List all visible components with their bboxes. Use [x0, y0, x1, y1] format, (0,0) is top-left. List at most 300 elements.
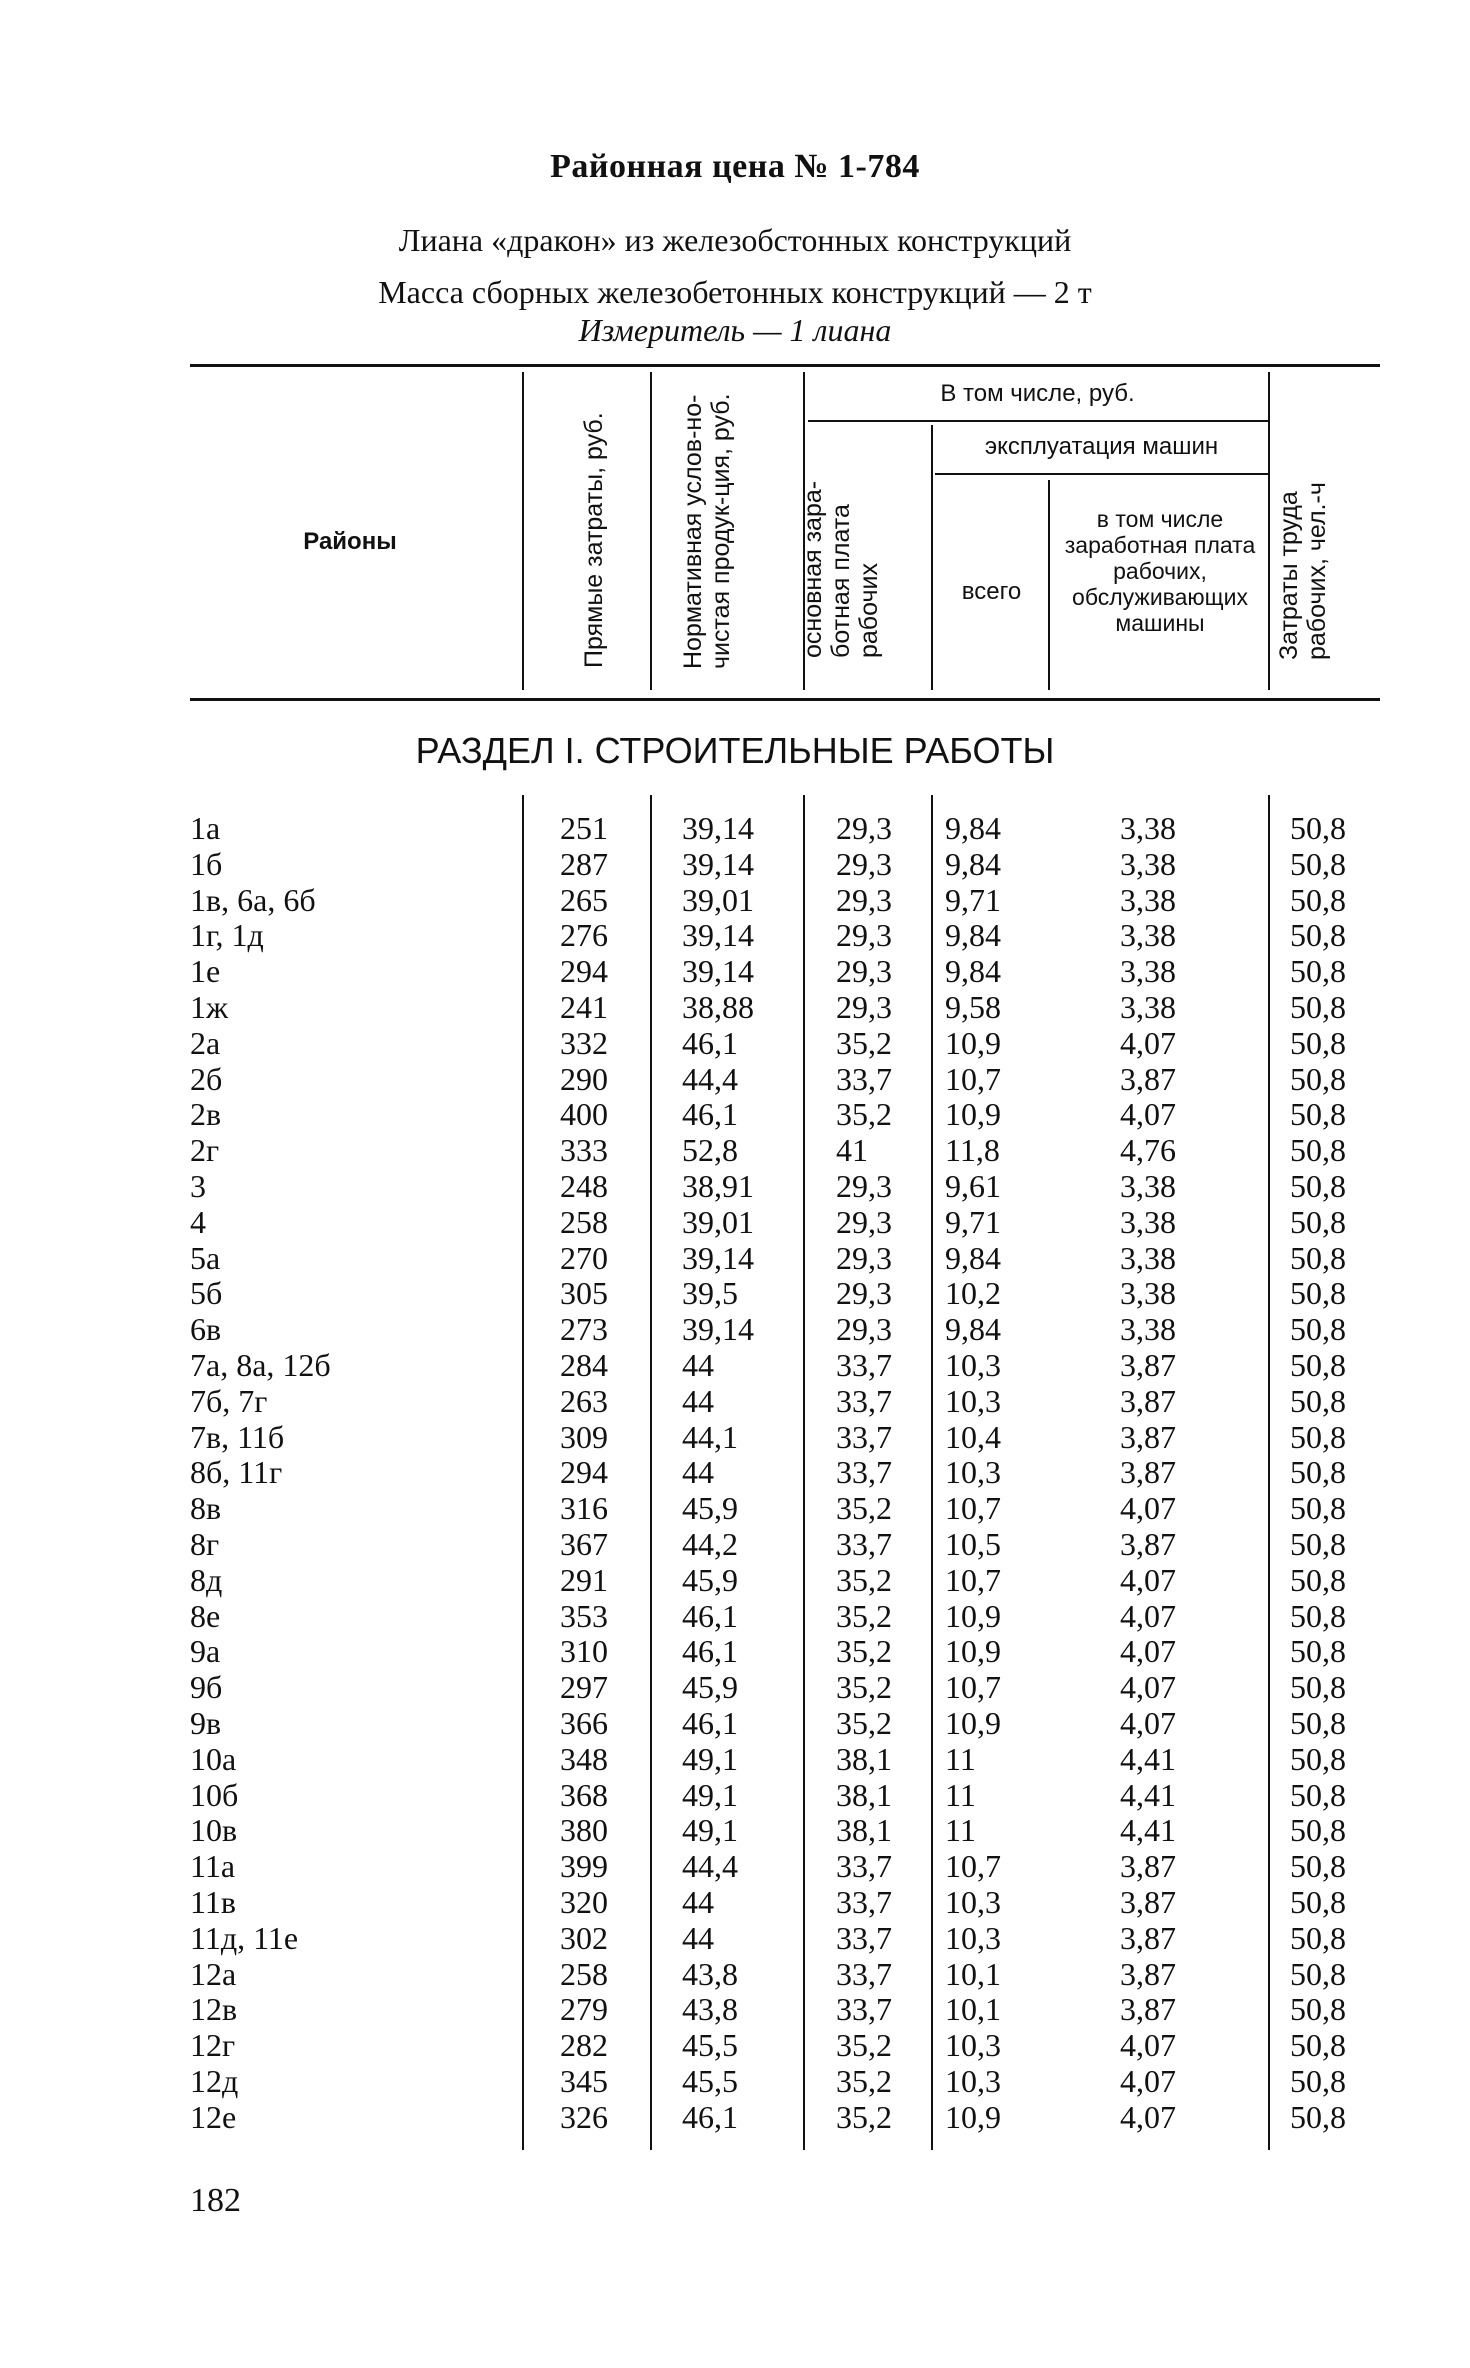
table-cell: 39,14: [682, 810, 754, 846]
table-cell: 35,2: [836, 1633, 892, 1670]
table-cell: 9,84: [945, 917, 1001, 954]
table-cell: 9,58: [945, 989, 1001, 1025]
table-row: [0, 1741, 1470, 1777]
col-header-including: В том числе, руб.: [940, 380, 1135, 407]
header-divider: [931, 425, 933, 690]
table-cell: 44,1: [682, 1418, 738, 1455]
table-cell: 50,8: [1290, 2098, 1346, 2135]
table-cell: 9,84: [945, 810, 1001, 846]
table-cell: 9а: [190, 1633, 221, 1670]
table-cell: 50,8: [1290, 1991, 1346, 2028]
subtitle-unit: Измеритель — 1 лиана: [578, 312, 892, 348]
table-cell: 276: [560, 917, 608, 954]
table-cell: 2в: [190, 1096, 222, 1133]
table-cell: 38,91: [682, 1168, 754, 1204]
col-header-machine-wage: в том числе заработная плата рабочих, обслуживающих машины: [1064, 506, 1256, 636]
table-cell: 282: [560, 2027, 608, 2064]
table-cell: 44: [682, 1919, 714, 1956]
table-row: [0, 1454, 1470, 1490]
table-cell: 45,5: [682, 2027, 738, 2064]
table-cell: 4,07: [1120, 1561, 1176, 1598]
table-cell: 12д: [190, 2063, 239, 2099]
table-cell: 39,14: [682, 1239, 754, 1276]
table-cell: 49,1: [682, 1740, 738, 1777]
table-cell: 10,3: [945, 1382, 1001, 1419]
table-cell: 8д: [190, 1561, 223, 1598]
table-cell: 33,7: [836, 1347, 892, 1383]
page-number: 182: [190, 2182, 241, 2219]
table-cell: 5б: [190, 1275, 223, 1312]
table-cell: 35,2: [836, 2098, 892, 2135]
table-cell: 50,8: [1290, 1311, 1346, 1348]
normative-text: Нормативная услов-но-чистая продук-ция, руб.: [679, 393, 735, 669]
table-row: [0, 1848, 1470, 1884]
col-header-districts: Районы: [303, 528, 397, 555]
table-cell: 353: [560, 1597, 608, 1634]
table-cell: 50,8: [1290, 1060, 1346, 1097]
table-cell: 46,1: [682, 2098, 738, 2135]
table-cell: 50,8: [1290, 1526, 1346, 1562]
table-cell: 11: [945, 1812, 976, 1849]
table-cell: 4,76: [1120, 1132, 1176, 1169]
table-cell: 50,8: [1290, 1096, 1346, 1133]
table-cell: 10,2: [945, 1275, 1001, 1312]
table-cell: 1е: [190, 953, 221, 990]
table-cell: 4,07: [1120, 2027, 1176, 2064]
table-cell: 50,8: [1290, 1275, 1346, 1312]
col-header-normative: [679, 369, 769, 669]
table-cell: 7в, 11б: [190, 1418, 285, 1455]
table-cell: 50,8: [1290, 1884, 1346, 1920]
table-cell: 1б: [190, 845, 223, 882]
table-cell: 10,9: [945, 1633, 1001, 1670]
table-cell: 50,8: [1290, 1848, 1346, 1885]
table-cell: 265: [560, 881, 608, 918]
table-row: [0, 810, 1470, 846]
table-row: [0, 953, 1470, 989]
table-cell: 3,38: [1120, 1275, 1176, 1312]
table-cell: 1в, 6а, 6б: [190, 881, 316, 918]
table-cell: 3,38: [1120, 1311, 1176, 1348]
table-cell: 50,8: [1290, 1239, 1346, 1276]
table-row: [0, 1633, 1470, 1669]
table-cell: 11а: [190, 1848, 236, 1885]
table-row: [0, 1419, 1470, 1455]
table-cell: 12а: [190, 1955, 237, 1992]
table-cell: 35,2: [836, 2063, 892, 2099]
table-cell: 35,2: [836, 2027, 892, 2064]
table-cell: 10,3: [945, 1919, 1001, 1956]
table-cell: 9в: [190, 1705, 222, 1741]
table-cell: 3,87: [1120, 1848, 1176, 1885]
table-cell: 50,8: [1290, 1418, 1346, 1455]
table-cell: 50,8: [1290, 1633, 1346, 1670]
table-cell: 33,7: [836, 1382, 892, 1419]
table-cell: 11: [945, 1740, 976, 1777]
table-cell: 35,2: [836, 1669, 892, 1706]
table-cell: 3,87: [1120, 1060, 1176, 1097]
table-row: [0, 1096, 1470, 1132]
table-cell: 279: [560, 1991, 608, 2028]
table-cell: 10,7: [945, 1490, 1001, 1527]
table-cell: 3,87: [1120, 1991, 1176, 2028]
header-divider: [650, 372, 652, 690]
table-cell: 3,38: [1120, 917, 1176, 954]
table-cell: 10в: [190, 1812, 238, 1849]
table-cell: 39,14: [682, 845, 754, 882]
table-cell: 38,88: [682, 989, 754, 1025]
table-cell: 50,8: [1290, 1203, 1346, 1240]
table-cell: 368: [560, 1776, 608, 1813]
table-row: [0, 989, 1470, 1025]
table-row: [0, 1347, 1470, 1383]
col-header-base-wage: [799, 408, 889, 658]
table-cell: 10а: [190, 1740, 237, 1777]
table-cell: 50,8: [1290, 1705, 1346, 1741]
table-cell: 9,71: [945, 881, 1001, 918]
table-cell: 50,8: [1290, 845, 1346, 882]
table-cell: 10,7: [945, 1561, 1001, 1598]
table-cell: 29,3: [836, 1168, 892, 1204]
table-cell: 345: [560, 2063, 608, 2099]
table-cell: 291: [560, 1561, 608, 1598]
table-cell: 11: [945, 1776, 976, 1813]
table-cell: 29,3: [836, 1239, 892, 1276]
table-cell: 33,7: [836, 1848, 892, 1885]
table-cell: 39,14: [682, 917, 754, 954]
header-divider: [522, 372, 524, 690]
table-cell: 12в: [190, 1991, 238, 2028]
table-cell: 50,8: [1290, 1024, 1346, 1061]
table-row: [0, 846, 1470, 882]
table-cell: 33,7: [836, 1526, 892, 1562]
table-cell: 50,8: [1290, 1347, 1346, 1383]
table-cell: 3,87: [1120, 1382, 1176, 1419]
table-row: [0, 1204, 1470, 1240]
table-row: [0, 1920, 1470, 1956]
table-cell: 10,9: [945, 1705, 1001, 1741]
subtitle-mass: Масса сборных железобетонных конструкций — 2 т: [378, 274, 1092, 310]
table-cell: 49,1: [682, 1776, 738, 1813]
table-cell: 44: [682, 1347, 714, 1383]
table-row: [0, 1132, 1470, 1168]
table-cell: 10,9: [945, 2098, 1001, 2135]
table-row: [0, 1884, 1470, 1920]
table-cell: 33,7: [836, 1060, 892, 1097]
table-cell: 7а, 8а, 12б: [190, 1347, 331, 1383]
table-cell: 9,61: [945, 1168, 1001, 1204]
table-row: [0, 1311, 1470, 1347]
table-cell: 46,1: [682, 1024, 738, 1061]
table-cell: 50,8: [1290, 1919, 1346, 1956]
table-row: [0, 1383, 1470, 1419]
table-cell: 3,38: [1120, 845, 1176, 882]
table-cell: 399: [560, 1848, 608, 1885]
table-row: [0, 1777, 1470, 1813]
table-cell: 50,8: [1290, 1597, 1346, 1634]
table-cell: 297: [560, 1669, 608, 1706]
table-cell: 45,9: [682, 1490, 738, 1527]
table-cell: 287: [560, 845, 608, 882]
table-cell: 4,07: [1120, 2098, 1176, 2135]
table-cell: 3,38: [1120, 1168, 1176, 1204]
table-row: [0, 2027, 1470, 2063]
table-cell: 45,9: [682, 1669, 738, 1706]
table-cell: 9,71: [945, 1203, 1001, 1240]
table-cell: 1а: [190, 810, 221, 846]
table-row: [0, 1991, 1470, 2027]
table-cell: 50,8: [1290, 1812, 1346, 1849]
labor-text: Затраты труда рабочих, чел.-ч: [1275, 482, 1331, 660]
table-cell: 8б, 11г: [190, 1454, 283, 1491]
table-cell: 4,07: [1120, 1597, 1176, 1634]
col-header-direct-costs: [580, 368, 640, 668]
table-cell: 33,7: [836, 1454, 892, 1491]
subtitle-name: Лиана «дракон» из железобстонных конструкций: [398, 222, 1072, 258]
base-wage-text: основная зара-ботная плата рабочих: [799, 480, 883, 658]
table-row: [0, 1240, 1470, 1276]
table-cell: 46,1: [682, 1633, 738, 1670]
table-cell: 11,8: [945, 1132, 1000, 1169]
table-cell: 241: [560, 989, 608, 1025]
table-cell: 258: [560, 1203, 608, 1240]
table-cell: 50,8: [1290, 917, 1346, 954]
table-cell: 309: [560, 1418, 608, 1455]
table-cell: 2г: [190, 1132, 220, 1169]
table-cell: 44: [682, 1382, 714, 1419]
table-cell: 3,38: [1120, 989, 1176, 1025]
table-cell: 4,07: [1120, 1669, 1176, 1706]
table-cell: 39,01: [682, 881, 754, 918]
page-title: Районная цена № 1-784: [550, 148, 920, 185]
table-cell: 3,38: [1120, 810, 1176, 846]
table-cell: 3,87: [1120, 1454, 1176, 1491]
table-cell: 44,2: [682, 1526, 738, 1562]
header-divider: [1048, 480, 1050, 690]
table-cell: 273: [560, 1311, 608, 1348]
table-cell: 7б, 7г: [190, 1382, 268, 1419]
table-cell: 45,5: [682, 2063, 738, 2099]
table-cell: 4,07: [1120, 1705, 1176, 1741]
table-row: [0, 1562, 1470, 1598]
table-cell: 290: [560, 1060, 608, 1097]
table-cell: 52,8: [682, 1132, 738, 1169]
table-cell: 8г: [190, 1526, 220, 1562]
table-cell: 248: [560, 1168, 608, 1204]
table-row: [0, 1598, 1470, 1634]
table-cell: 46,1: [682, 1096, 738, 1133]
table-cell: 41: [836, 1132, 868, 1169]
table-cell: 33,7: [836, 1418, 892, 1455]
table-cell: 50,8: [1290, 1132, 1346, 1169]
table-cell: 35,2: [836, 1597, 892, 1634]
table-cell: 380: [560, 1812, 608, 1849]
table-cell: 258: [560, 1955, 608, 1992]
table-cell: 29,3: [836, 989, 892, 1025]
table-cell: 1ж: [190, 989, 229, 1025]
table-cell: 10,3: [945, 1454, 1001, 1491]
table-cell: 44,4: [682, 1848, 738, 1885]
table-cell: 8е: [190, 1597, 221, 1634]
table-cell: 50,8: [1290, 2027, 1346, 2064]
table-cell: 3,87: [1120, 1347, 1176, 1383]
table-cell: 12е: [190, 2098, 237, 2135]
table-row: [0, 1275, 1470, 1311]
header-bottom-rule: [190, 698, 1380, 701]
table-row: [0, 1025, 1470, 1061]
table-cell: 50,8: [1290, 1955, 1346, 1992]
table-cell: 310: [560, 1633, 608, 1670]
table-cell: 33,7: [836, 1955, 892, 1992]
table-cell: 294: [560, 953, 608, 990]
table-cell: 6в: [190, 1311, 222, 1348]
header-subrule: [935, 473, 1268, 475]
direct-costs-text: Прямые затраты, руб.: [580, 412, 608, 668]
table-row: [0, 1669, 1470, 1705]
table-cell: 4: [190, 1203, 206, 1240]
table-cell: 9,84: [945, 845, 1001, 882]
table-cell: 302: [560, 1919, 608, 1956]
table-cell: 10,1: [945, 1991, 1001, 2028]
table-cell: 9,84: [945, 1311, 1001, 1348]
table-cell: 12г: [190, 2027, 236, 2064]
table-cell: 10б: [190, 1776, 239, 1813]
table-row: [0, 882, 1470, 918]
table-cell: 3,38: [1120, 953, 1176, 990]
table-cell: 3,87: [1120, 1418, 1176, 1455]
table-row: [0, 2063, 1470, 2099]
table-cell: 33,7: [836, 1884, 892, 1920]
table-cell: 29,3: [836, 810, 892, 846]
table-row: [0, 1061, 1470, 1097]
table-cell: 29,3: [836, 881, 892, 918]
table-cell: 332: [560, 1024, 608, 1061]
table-cell: 3: [190, 1168, 206, 1204]
table-cell: 10,3: [945, 2027, 1001, 2064]
table-cell: 46,1: [682, 1705, 738, 1741]
table-cell: 50,8: [1290, 1669, 1346, 1706]
table-cell: 367: [560, 1526, 608, 1562]
table-cell: 2б: [190, 1060, 223, 1097]
table-cell: 333: [560, 1132, 608, 1169]
table-cell: 3,87: [1120, 1955, 1176, 1992]
table-cell: 44,4: [682, 1060, 738, 1097]
table-cell: 38,1: [836, 1740, 892, 1777]
table-cell: 11д, 11е: [190, 1919, 299, 1956]
section-title: РАЗДЕЛ I. СТРОИТЕЛЬНЫЕ РАБОТЫ: [415, 730, 1055, 771]
table-cell: 10,5: [945, 1526, 1001, 1562]
table-cell: 50,8: [1290, 1454, 1346, 1491]
table-cell: 4,07: [1120, 1024, 1176, 1061]
table-cell: 39,14: [682, 1311, 754, 1348]
table-cell: 29,3: [836, 1203, 892, 1240]
table-cell: 4,41: [1120, 1740, 1176, 1777]
table-cell: 1г, 1д: [190, 917, 264, 954]
table-cell: 50,8: [1290, 1490, 1346, 1527]
table-cell: 400: [560, 1096, 608, 1133]
table-cell: 33,7: [836, 1991, 892, 2028]
table-row: [0, 1526, 1470, 1562]
table-cell: 43,8: [682, 1955, 738, 1992]
table-cell: 50,8: [1290, 1561, 1346, 1598]
table-cell: 3,87: [1120, 1526, 1176, 1562]
table-cell: 29,3: [836, 1275, 892, 1312]
table-cell: 50,8: [1290, 1776, 1346, 1813]
table-cell: 270: [560, 1239, 608, 1276]
table-cell: 320: [560, 1884, 608, 1920]
col-header-machine-ops: эксплуатация машин: [984, 433, 1219, 460]
table-cell: 10,7: [945, 1848, 1001, 1885]
table-cell: 50,8: [1290, 1168, 1346, 1204]
table-cell: 35,2: [836, 1096, 892, 1133]
table-cell: 284: [560, 1347, 608, 1383]
table-cell: 35,2: [836, 1490, 892, 1527]
table-cell: 3,87: [1120, 1884, 1176, 1920]
table-cell: 50,8: [1290, 2063, 1346, 2099]
table-cell: 35,2: [836, 1024, 892, 1061]
col-header-labor: [1275, 410, 1335, 660]
header-divider: [1268, 372, 1270, 690]
table-cell: 45,9: [682, 1561, 738, 1598]
table-cell: 10,3: [945, 1884, 1001, 1920]
table-cell: 4,07: [1120, 2063, 1176, 2099]
table-cell: 4,07: [1120, 1490, 1176, 1527]
table-cell: 2а: [190, 1024, 221, 1061]
table-cell: 50,8: [1290, 810, 1346, 846]
table-cell: 4,07: [1120, 1633, 1176, 1670]
table-cell: 4,41: [1120, 1776, 1176, 1813]
table-cell: 9,84: [945, 953, 1001, 990]
table-row: [0, 917, 1470, 953]
table-cell: 33,7: [836, 1919, 892, 1956]
table-cell: 10,9: [945, 1024, 1001, 1061]
table-cell: 10,3: [945, 1347, 1001, 1383]
table-cell: 10,9: [945, 1096, 1001, 1133]
table-cell: 39,14: [682, 953, 754, 990]
table-cell: 4,41: [1120, 1812, 1176, 1849]
table-row: [0, 1812, 1470, 1848]
table-cell: 39,01: [682, 1203, 754, 1240]
table-row: [0, 1705, 1470, 1741]
table-cell: 10,4: [945, 1418, 1001, 1455]
table-cell: 366: [560, 1705, 608, 1741]
table-cell: 10,1: [945, 1955, 1001, 1992]
table-cell: 9б: [190, 1669, 223, 1706]
table-cell: 3,38: [1120, 1203, 1176, 1240]
table-cell: 294: [560, 1454, 608, 1491]
table-cell: 29,3: [836, 917, 892, 954]
table-cell: 43,8: [682, 1991, 738, 2028]
table-cell: 3,38: [1120, 1239, 1176, 1276]
table-cell: 50,8: [1290, 881, 1346, 918]
table-row: [0, 2099, 1470, 2135]
table-cell: 44: [682, 1454, 714, 1491]
table-cell: 50,8: [1290, 1740, 1346, 1777]
table-row: [0, 1956, 1470, 1992]
table-cell: 44: [682, 1884, 714, 1920]
table-row: [0, 1168, 1470, 1204]
table-cell: 10,7: [945, 1669, 1001, 1706]
table-cell: 35,2: [836, 1561, 892, 1598]
table-cell: 38,1: [836, 1776, 892, 1813]
table-cell: 8в: [190, 1490, 222, 1527]
table-cell: 29,3: [836, 845, 892, 882]
table-cell: 10,9: [945, 1597, 1001, 1634]
table-cell: 10,7: [945, 1060, 1001, 1097]
table-cell: 348: [560, 1740, 608, 1777]
table-cell: 35,2: [836, 1705, 892, 1741]
table-cell: 49,1: [682, 1812, 738, 1849]
